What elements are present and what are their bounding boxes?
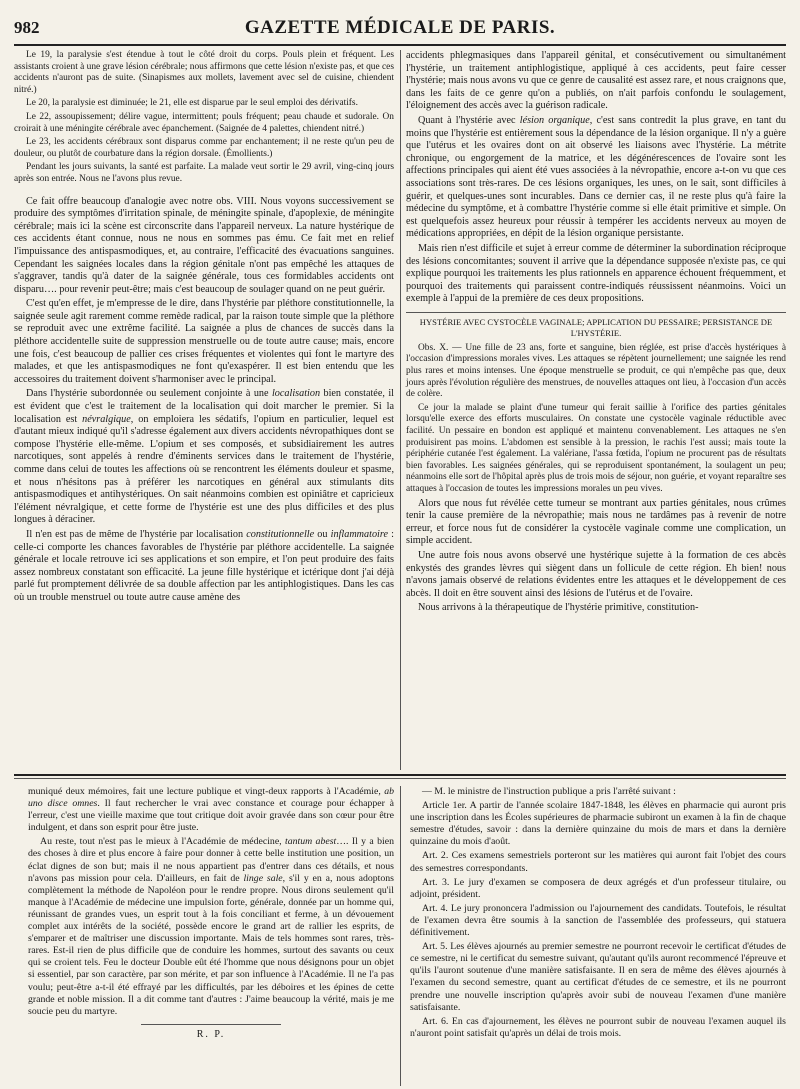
column-divider — [400, 50, 401, 770]
paragraph: Alors que nous fut révélée cette tumeur se montrant aux parties génitales, nous crûmes tenir la cause première de la névropathie; mais nous ne tardâmes pas à revenir de notre erreur, et force nous fut de considérer la cystocèle vaginale comme une complication, un simple accident. — [406, 497, 786, 547]
paragraph: Au reste, tout n'est pas le mieux à l'Académie de médecine, tantum abest…. Il y a bien des choses à dire et plus encore à faire pour donner à cette belle institution une position, un éclat dignes de son but; mais il ne nous appartient pas d'entrer dans ces détails, et nous n'avons pas mission pour cela. D'ailleurs, en fait de linge sale, s'il y en a, nous adoptons complètement la méthode de Napoléon pour le rendre propre. Nous dirons seulement qu'il manque à l'Académie de médecine une impulsion forte, générale, donnée par un homme qui, réunissant de grandes vues, un esprit tout à la fois conciliant et ferme, à un dévouement complet aux intérêts de la société, possède encore le grand art de rallier les esprits, de s'emparer et de maîtriser une discussion importante. Mais de tels hommes sont rares, très-rares. Est-il rien de plus difficile que de conduire les hommes, surtout des savants ou ceux qui se croient tels. Feu le docteur Double eût été l'homme que nous désignons pour un objet si essentiel, par son caractère, par son mérite, et par son influence à l'Académie. Il ne l'a pas voulu; peut-être a-t-il été effrayé par les difficultés, par les déboires et les épines de cette grande et noble mission. Il a dit comme tant d'autres : J'aime beaucoup la vérité, mais je me soucie peu du martyre. — [28, 836, 394, 1017]
paragraph: Il n'en est pas de même de l'hystérie par localisation constitutionnelle ou inflammatoire : celle-ci comporte les chances favorables de l'hystérie par pléthore accidentelle. La saignée générale et locale retrouve ici ses applications et son empire, et l'on peut produire des faits assez nombreux constatant son efficacité. La jeune fille hystérique et ictérique dont j'ai déjà parlé fut promptement délivrée de sa double affection par les antiphlogistiques. Dans les cas où un trouble menstruel ou toute autre cause amène des — [14, 528, 394, 603]
paragraph: Ce fait offre beaucoup d'analogie avec notre obs. VIII. Nous voyons successivement se produire des symptômes d'irritation spinale, de méningite spinale, d'apoplexie, de méningite cérébrale; mais ici la scène est circonscrite dans l'appareil nerveux. La nature hystérique de ces accidents étant connue, nous ne nous en sommes pas ému. Ce fait met en relief l'impuissance des antispasmodiques, et, au contraire, l'efficacité des évacuations sanguines. Cependant les saignées locales dans la région génitale n'ont pas empêché les attaques de s'aggraver, tandis qu'à dater de la saignée générale, tous ces formidables accidents ont disparu…. pour revenir peut-être; mais c'est beaucoup de soulager quand on ne peut guérir. — [14, 195, 394, 295]
article: Art. 6. En cas d'ajournement, les élèves ne pourront subir de nouveau l'examen auquel ils n'auront point satisfait qu'après un délai de trois mois. — [410, 1015, 786, 1039]
observation-x — [406, 343, 786, 496]
paragraph: Quant à l'hystérie avec lésion organique, c'est sans contredit la plus grave, en tant du moins que l'hystérie est entièrement sous la dépendance de la lésion organique. Il n'y a guère que l'utérus et les ovaires dont on ait observé les liaisons avec l'hystérie. La métrite chronique, ou engorgement de la matrice, et les dégénérescences de l'ovaire sont les affections principales qui aient été vues associées à la névropathie, encore a-t-on vu que ces associations sont très-rares. De ces lésions organiques, les unes, on le sait, sont difficiles à guérir, et quelques-unes sont incurables. Dans ce dernier cas, il ne reste plus qu'à faire la médecine du symptôme, et à combattre l'hystérie comme si elle était primitive et simple. On est quelquefois assez heureux pour réussir à tempérer les accidents nerveux au moyen de médications appropriées, en dépit de la lésion organique persistante. — [406, 114, 786, 240]
case-notes — [14, 50, 394, 186]
paragraph: C'est qu'en effet, je m'empresse de le dire, dans l'hystérie par pléthore constitutionnelle, la saignée seule agit rarement comme remède radical, par la raison toute simple que la pléthore se reproduit avec une extrême facilité. La saignée a plus de chances de succès dans la pléthore accidentelle suite de suppression menstruelle ou de toute autre cause; mais, encore une fois, c'est beaucoup de pallier ces crises fréquentes et violentes qui font le martyre des malades, et que les antispasmodiques ne font qu'exaspérer. Il est bien entendu que les accessoires du traitement doivent s'harmoniser avec le principal. — [14, 298, 394, 385]
paragraph: Une autre fois nous avons observé une hystérique sujette à la formation de ces abcès enkystés des grandes lèvres qui siègent dans un follicule de cette région. Eh bien! nous n'avons jamais observé de relations évidentes entre les attaques et le développement de ces abcès. Il doit en être souvent ainsi des lésions de l'utérus et de l'ovaire. — [406, 549, 786, 599]
paragraph: Obs. X. — Une fille de 23 ans, forte et sanguine, bien réglée, est prise d'accès hystériques à l'occasion d'impressions morales vives. Les attaques se répètent journellement; une saignée les rend plus rares et moins intenses. Une époque menstruelle se produit, ce qui n'empêche pas que, deux jours après l'évolution régulière des menstrues, de nouvelles attaques ont lieu, à l'occasion d'un accès de colère. — [406, 342, 786, 400]
left-column — [14, 50, 394, 607]
section-divider — [14, 774, 786, 776]
feuilleton-column — [28, 786, 394, 1041]
paragraph: Pendant les jours suivants, la santé est parfaite. La malade veut sortir le 29 avril, ving-cinq jours après son entrée. Nous ne l'avons plus revue. — [14, 162, 394, 184]
upper-section — [14, 50, 786, 770]
article: Art. 2. Ces examens semestriels porteront sur les matières qui auront fait l'objet des cours des semestres correspondants. — [410, 850, 786, 874]
emphasis: névralgique — [82, 413, 131, 425]
section-divider-thin — [14, 778, 786, 779]
paragraph: Le 23, les accidents cérébraux sont disparus comme par enchantement; il ne reste qu'un peu de douleur, ou plutôt de courbature dans la région dorsale. (Émollients.) — [14, 137, 394, 159]
emphasis: ab uno disce omnes — [28, 786, 394, 810]
lower-section — [14, 786, 786, 1076]
paragraph: Le 22, assoupissement; délire vague, intermittent; pouls fréquent; peau chaude et sudorale. On croirait à une méningite cérébrale avec épanchement. (Saignée de 4 palettes, chiendent nitré.) — [14, 111, 394, 134]
paragraph: Nous arrivons à la thérapeutique de l'hystérie primitive, constitution- — [418, 602, 699, 614]
right-column — [406, 50, 786, 617]
emphasis: lésion organique — [519, 114, 590, 126]
page-header — [14, 14, 786, 46]
section-heading: HYSTÉRIE AVEC CYSTOCÈLE VAGINALE; APPLICATION DU PESSAIRE; PERSISTANCE DE L'HYSTÉRIE. — [406, 312, 786, 339]
paragraph: Ce jour la malade se plaint d'une tumeur qui ferait saillie à l'orifice des parties génitales lorsqu'elle exerce des efforts musculaires. On constate une cystocèle vaginale réductible avec facilité. Un pessaire en bondon est appliqué et maintenu convenablement. Les attaques ne s'en produisirent pas moins. L'abdomen est sensible à la pression, le rachis l'est aussi; mais toute la périphérie cutanée l'est également. La valériane, l'assa fœtida, l'opium ne procurent pas de résultats bien favorables. Les saignées générales, qui se reproduisent spontanément, la soulagent un peu; néanmoins elle sort de l'hôpital après plus de trois mois de séjour, non guérie, et voyant reparaître ses attaques à l'occasion de toutes les impressions morales un peu vives. — [406, 402, 786, 494]
article: Art. 4. Le jury prononcera l'admission ou l'ajournement des candidats. Toutefois, le résultat de l'examen devra être soumis à la sanction de l'assemblée des professeurs, qui statuera définitivement. — [410, 902, 786, 939]
decree-column — [410, 786, 786, 1042]
emphasis: localisation — [271, 388, 321, 400]
emphasis: tantum abest — [284, 836, 337, 848]
paragraph: — M. le ministre de l'instruction publique a pris l'arrêté suivant : — [422, 786, 676, 797]
column-divider — [400, 786, 401, 1086]
article: Art. 3. Le jury d'examen se composera de deux agrégés et d'un professeur titulaire, ou adjoint, président. — [410, 876, 786, 900]
signature-rule — [141, 1024, 281, 1025]
paragraph: Mais rien n'est difficile et sujet à erreur comme de déterminer la subordination réciproque des lésions concomitantes; souvent il arrive que la dépendance supposée n'existe pas, ce qui explique pourquoi les traitements les plus rationnels en apparence échouent fréquemment, et pourquoi des traitements qui paraissent contre-indiqués réussissent néanmoins. Voici un exemple à l'appui de la première de ces deux propositions. — [406, 242, 786, 305]
paragraph: Dans l'hystérie subordonnée ou seulement conjointe à une localisation bien constatée, il est évident que c'est le traitement de la localisation qui doit marcher le premier. Si la localisation est névralgique, on emploiera les sédatifs, l'opium en particulier, lequel est d'autant mieux indiqué qu'il s'adresse également aux divers accidents névropathiques dont se compose l'hystérie elle-même. L'opium et ses composés, et subsidiairement les autres narcotiques, sont appelés à rendre d'éminents services dans le traitement de l'hystérie, comme dans celui de toutes les affections où se rencontrent les éléments douleur et spasme, et nous n'hésitons pas à préférer les narcotiques en général aux stimulants dits antispasmodiques et antihystériques. On sait néanmoins combien est opiniâtre et capricieux l'élément névralgique, et cette forme de l'hystérie est une des plus difficiles et des plus longues à déraciner. — [14, 388, 394, 526]
paragraph: Le 19, la paralysie s'est étendue à tout le côté droit du corps. Pouls plein et fréquent. Les assistants croient à une grave lésion cérébrale; nous affirmons que cette lésion n'existe pas, et que ces accidents n'auront pas de suite. (Sinapismes aux mollets, lavement avec sel de cuisine, chiendent nitré.) — [14, 50, 394, 95]
emphasis: constitutionnelle — [246, 528, 315, 540]
article: Article 1er. A partir de l'année scolaire 1847-1848, les élèves en pharmacie qui auront pris une inscription dans les Écoles supérieures de pharmacie subiront un examen à la fin de chaque semestre d'études, savoir : dans la dernière quinzaine du mois de mars et dans la dernière quinzaine du mois d'août. — [410, 800, 786, 848]
page-title: GAZETTE MÉDICALE DE PARIS. — [244, 17, 556, 38]
article: Art. 5. Les élèves ajournés au premier semestre ne pourront recevoir le certificat d'études de ce semestre, ni le certificat du semestre suivant, qu'autant qu'ils auront recommencé l'épreuve et qu'ils l'auront soutenue d'une manière satisfaisante. Il en sera de même des élèves ajournés à l'examen du second semestre, quant au certificat d'études de ce semestre, et ils ne pourront prendre une nouvelle inscription qu'après avoir subi de nouveau l'examen d'une manière satisfaisante. — [410, 941, 786, 1013]
paragraph: accidents phlegmasiques dans l'appareil génital, et consécutivement ou simultanément l'hystérie, un traitement antiphlogistique, appliqué à ces accidents, peut faire cesser l'hystérie; mais nous avons vu que ce genre de causalité est assez rare, et nous craignons que, dans les faits de ce genre qu'on a publiés, on n'ait parfois confondu le soulagement, l'éloignement des accès avec la guérison radicale. — [406, 50, 786, 112]
paragraph: Le 20, la paralysie est diminuée; le 21, elle est disparue par le seul emploi des dérivatifs. — [26, 98, 358, 109]
signature: R. P. — [196, 1028, 226, 1040]
paragraph: muniqué deux mémoires, fait une lecture publique et vingt-deux rapports à l'Académie, ab uno disce omnes. Il faut rechercher le vrai avec constance et courage pour échapper à l'erreur, c'est une vieille maxime que tout critique doit avoir gravée dans son cœur pour être indulgent, et dans son esprit pour être juste. — [28, 786, 394, 834]
page-number: 982 — [14, 18, 40, 37]
emphasis: inflammatoire — [330, 528, 388, 540]
emphasis: linge sale — [243, 872, 283, 884]
newspaper-page — [14, 14, 786, 1076]
